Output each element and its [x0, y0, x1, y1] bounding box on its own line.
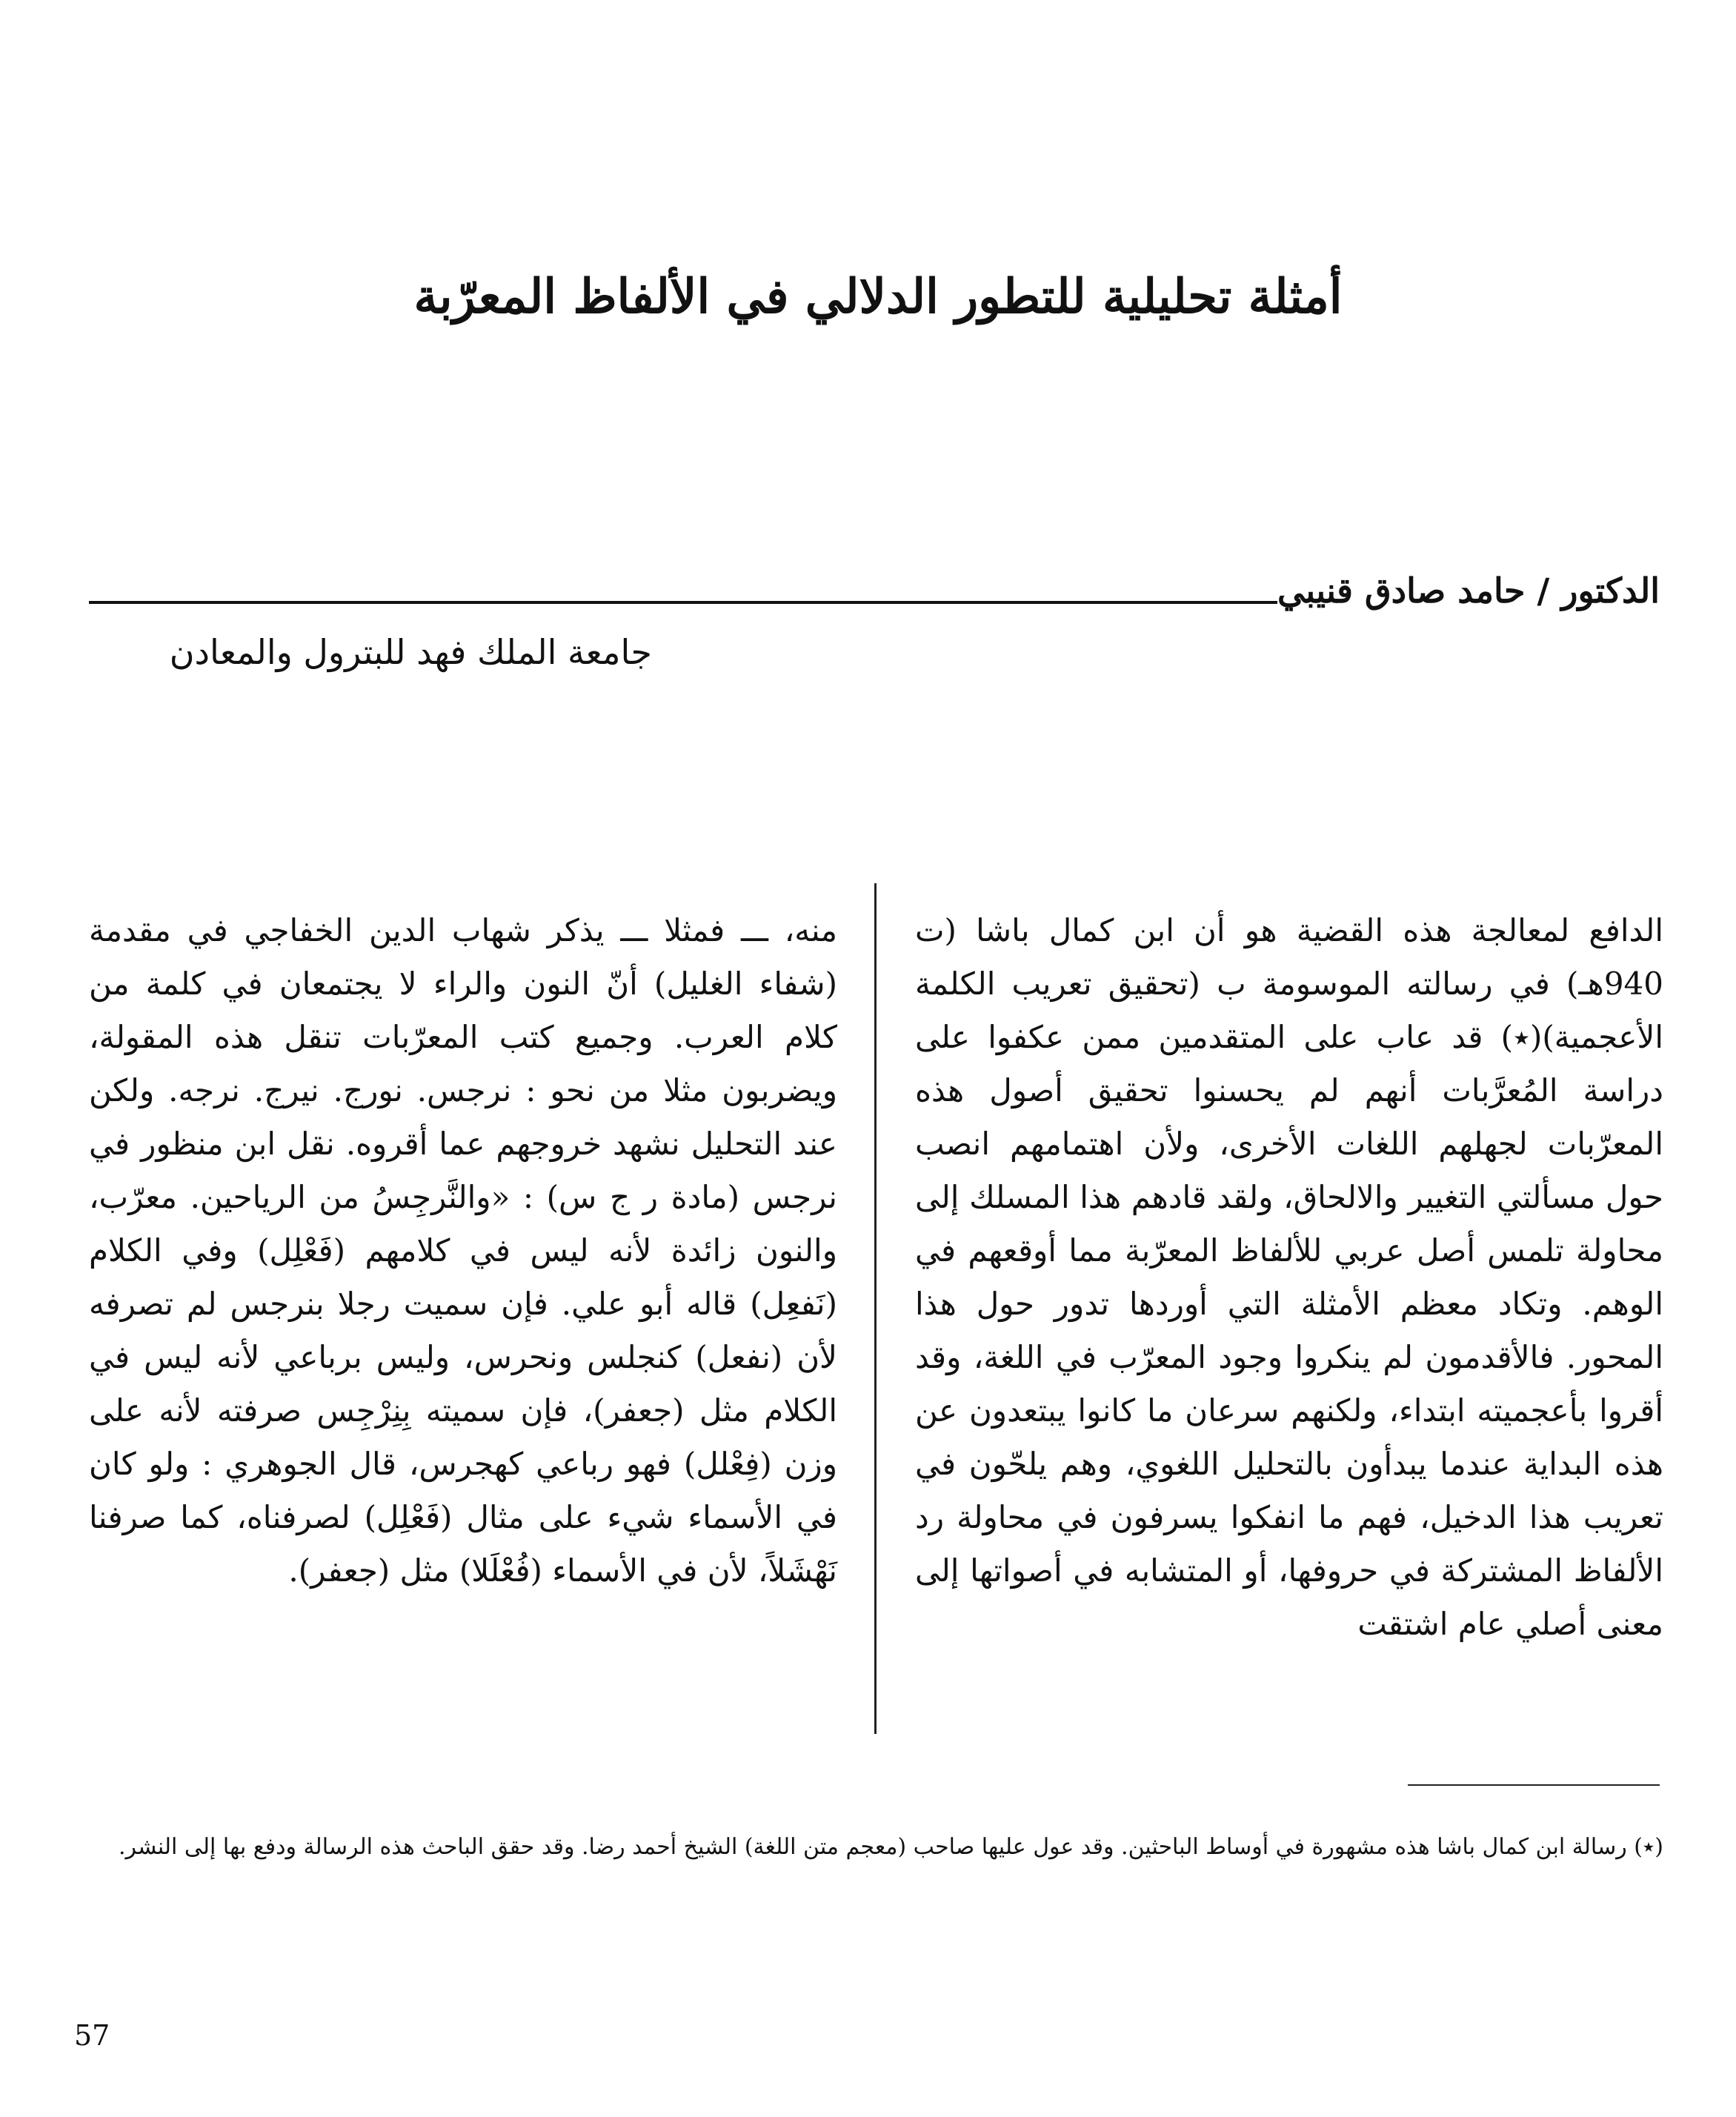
body-column-right: الدافع لمعالجة هذه القضية هو أن ابن كمال باشا (ت 940هـ) في رسالته الموسومة ب (تحقيق تعريب الكلمة الأعجمية)(٭) قد عاب على المتقدمين ممن عكفوا على دراسة المُعرَّبات أنهم لم يحسنوا تحقيق أصول هذه المعرّبات لجهلهم اللغات الأخرى، ولأن اهتمامهم انصب حول مسألتي التغيير والالحاق، ولقد قادهم هذا المسلك إلى محاولة تلمس أصل عربي للألفاظ المعرّبة مما أوقعهم في الوهم. وتكاد معظم الأمثلة التي أوردها تدور حول هذا المحور. فالأقدمون لم ينكروا وجود المعرّب في اللغة، وقد أقروا بأعجميته ابتداء، ولكنهم سرعان ما كانوا يبتعدون عن هذه البداية عندما يبدأون بالتحليل اللغوي، وهم يلحّون في تعريب هذا الدخيل، فهم ما انفكوا يسرفون في محاولة رد الألفاظ المشتركة في حروفها، أو المتشابه في أصواتها إلى معنى أصلي عام اشتقت	[915, 912, 1663, 1642]
author-underline	[89, 601, 1277, 604]
author-line	[89, 571, 1660, 611]
author-block	[89, 571, 1660, 673]
author-affiliation: جامعة الملك فهد للبترول والمعادن	[169, 632, 652, 673]
author-name: الدكتور / حامد صادق قنيبي	[1277, 571, 1660, 611]
body-column-left: منه، ـــ فمثلا ـــ يذكر شهاب الدين الخفاجي في مقدمة (شفاء الغليل) أنّ النون والراء لا يجتمعان في كلمة من كلام العرب. وجميع كتب المعرّبات تنقل هذه المقولة، ويضربون مثلا من نحو : نرجس. نورج. نيرج. نرجه. ولكن عند التحليل نشهد خروجهم عما أقروه. نقل ابن منظور في نرجس (مادة ر ج س) : «والنَّرجِسُ من الرياحين. معرّب، والنون زائدة لأنه ليس في كلامهم (فَعْلِل) وفي الكلام (نَفعِل) قاله أبو علي. فإن سميت رجلا بنرجس لم تصرفه لأن (نفعل) كنجلس ونحرس، وليس برباعي لأنه ليس في الكلام مثل (جعفر)، فإن سميته بِنِرْجِس صرفته لأنه على وزن (فِعْلل) فهو رباعي كهجرس، قال الجوهري : ولو كان في الأسماء شيء على مثال (فَعْلِل) لصرفناه، كما صرفنا نَهْشَلاً، لأن في الأسماء (فُعْلَلا) مثل (جعفر).	[89, 912, 837, 1589]
page-number: 57	[74, 2019, 110, 2052]
column-divider	[874, 883, 877, 1734]
footnote: (٭) رسالة ابن كمال باشا هذه مشهورة في أوساط الباحثين. وقد عول عليها صاحب (معجم متن اللغة) الشيخ أحمد رضا. وقد حقق الباحث هذه الرسالة ودفع بها إلى النشر.	[119, 1834, 1663, 1860]
footnote-separator	[1408, 1784, 1660, 1786]
article-title: أمثلة تحليلية للتطور الدلالي في الألفاظ المعرّبة	[413, 268, 1343, 325]
